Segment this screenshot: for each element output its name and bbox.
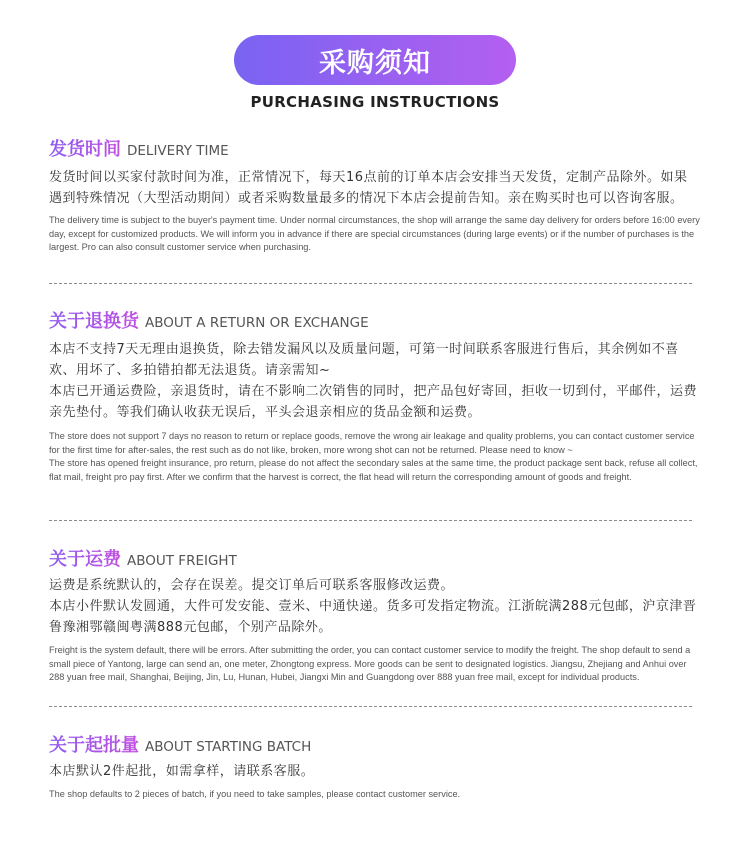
section-freight: [49, 545, 701, 685]
section-starting-batch: [49, 731, 701, 802]
section-title-zh: 关于退换货: [49, 307, 139, 333]
section-text-zh: 发货时间以买家付款时间为准，正常情况下，每天16点前的订单本店会安排当天发货，定制产品除外。如果遇到特殊情况（大型活动期间）或者采购数量最多的情况下本店会提前告知。亲在购买时也可以咨询客服。: [49, 170, 688, 206]
section-text-zh: 本店不支持7天无理由退换货，除去错发漏风以及质量问题，可第一时间联系客服进行售后，其余例如不喜欢、用坏了、多拍错拍都无法退货。请亲需知~: [49, 342, 679, 378]
section-title-zh: 发货时间: [49, 135, 121, 161]
section-text-zh: 本店默认2件起批，如需拿样，请联系客服。: [49, 764, 315, 779]
section-heading: [49, 545, 701, 571]
section-divider: [49, 520, 692, 521]
section-divider: [49, 706, 692, 707]
section-text-en: The store does not support 7 days no reason to return or replace goods, remove the wrong air leakage and quality problems, you can contact customer service for the first time for after-sales, the rest such as do not like, broken, more wrong shot can not be returned. Please need to know ~: [49, 431, 695, 455]
section-divider: [49, 283, 692, 284]
section-text-zh: 运费是系统默认的，会存在误差。提交订单后可联系客服修改运费。: [49, 578, 455, 593]
section-delivery-time: [49, 135, 701, 255]
section-title-en: ABOUT A RETURN OR EXCHANGE: [145, 315, 369, 331]
section-text-zh: 本店已开通运费险，亲退货时，请在不影响二次销售的同时，把产品包好寄回，拒收一切到付，平邮件，运费亲先垫付。等我们确认收获无误后，平头会退亲相应的货品金额和运费。: [49, 384, 698, 420]
section-title-en: ABOUT FREIGHT: [127, 553, 237, 569]
section-return-exchange: [49, 307, 701, 484]
section-heading: [49, 731, 701, 757]
section-text-en: Freight is the system default, there will be errors. After submitting the order, you can contact customer service to modify the freight. The shop default to send a small piece of Yantong, large can send an, one meter, Zhongtong express. More goods can be sent to designated logistics. Jiangsu, Zhejiang and Anhui over 288 yuan free mail, Shanghai, Beijing, Jin, Lu, Hunan, Hubei, Jiangxi Min and Guangdong over 888 yuan free mail, except for individual products.: [49, 645, 691, 682]
section-heading: [49, 135, 701, 161]
title-banner: [234, 35, 516, 85]
section-heading: [49, 307, 701, 333]
section-title-zh: 关于运费: [49, 545, 121, 571]
page-subtitle: PURCHASING INSTRUCTIONS: [250, 93, 500, 111]
section-text-zh: 本店小件默认发圆通，大件可发安能、壹米、中通快递。货多可发指定物流。江浙皖满288元包邮，沪京津晋鲁豫湘鄂赣闽粤满888元包邮，个别产品除外。: [49, 599, 697, 635]
section-title-en: DELIVERY TIME: [127, 143, 229, 159]
section-text-en: The store has opened freight insurance, pro return, please do not affect the secondary sales at the same time, the product package sent back, refuse all collect, flat mail, freight pro pay first. After we confirm that the harvest is correct, the flat head will return the corresponding amount of goods and freight.: [49, 458, 698, 482]
section-title-en: ABOUT STARTING BATCH: [145, 739, 312, 755]
section-text-en: The shop defaults to 2 pieces of batch, if you need to take samples, please contact customer service.: [49, 789, 461, 799]
section-text-en: The delivery time is subject to the buyer's payment time. Under normal circumstances, the shop will arrange the same day delivery for orders before 16:00 every day, except for customized products. We will inform you in advance if there are special circumstances (during large events) or if the number of purchases is the largest. Pro can also consult customer service when purchasing.: [49, 215, 700, 252]
section-title-zh: 关于起批量: [49, 731, 139, 757]
page-title: 采购须知: [319, 47, 431, 79]
